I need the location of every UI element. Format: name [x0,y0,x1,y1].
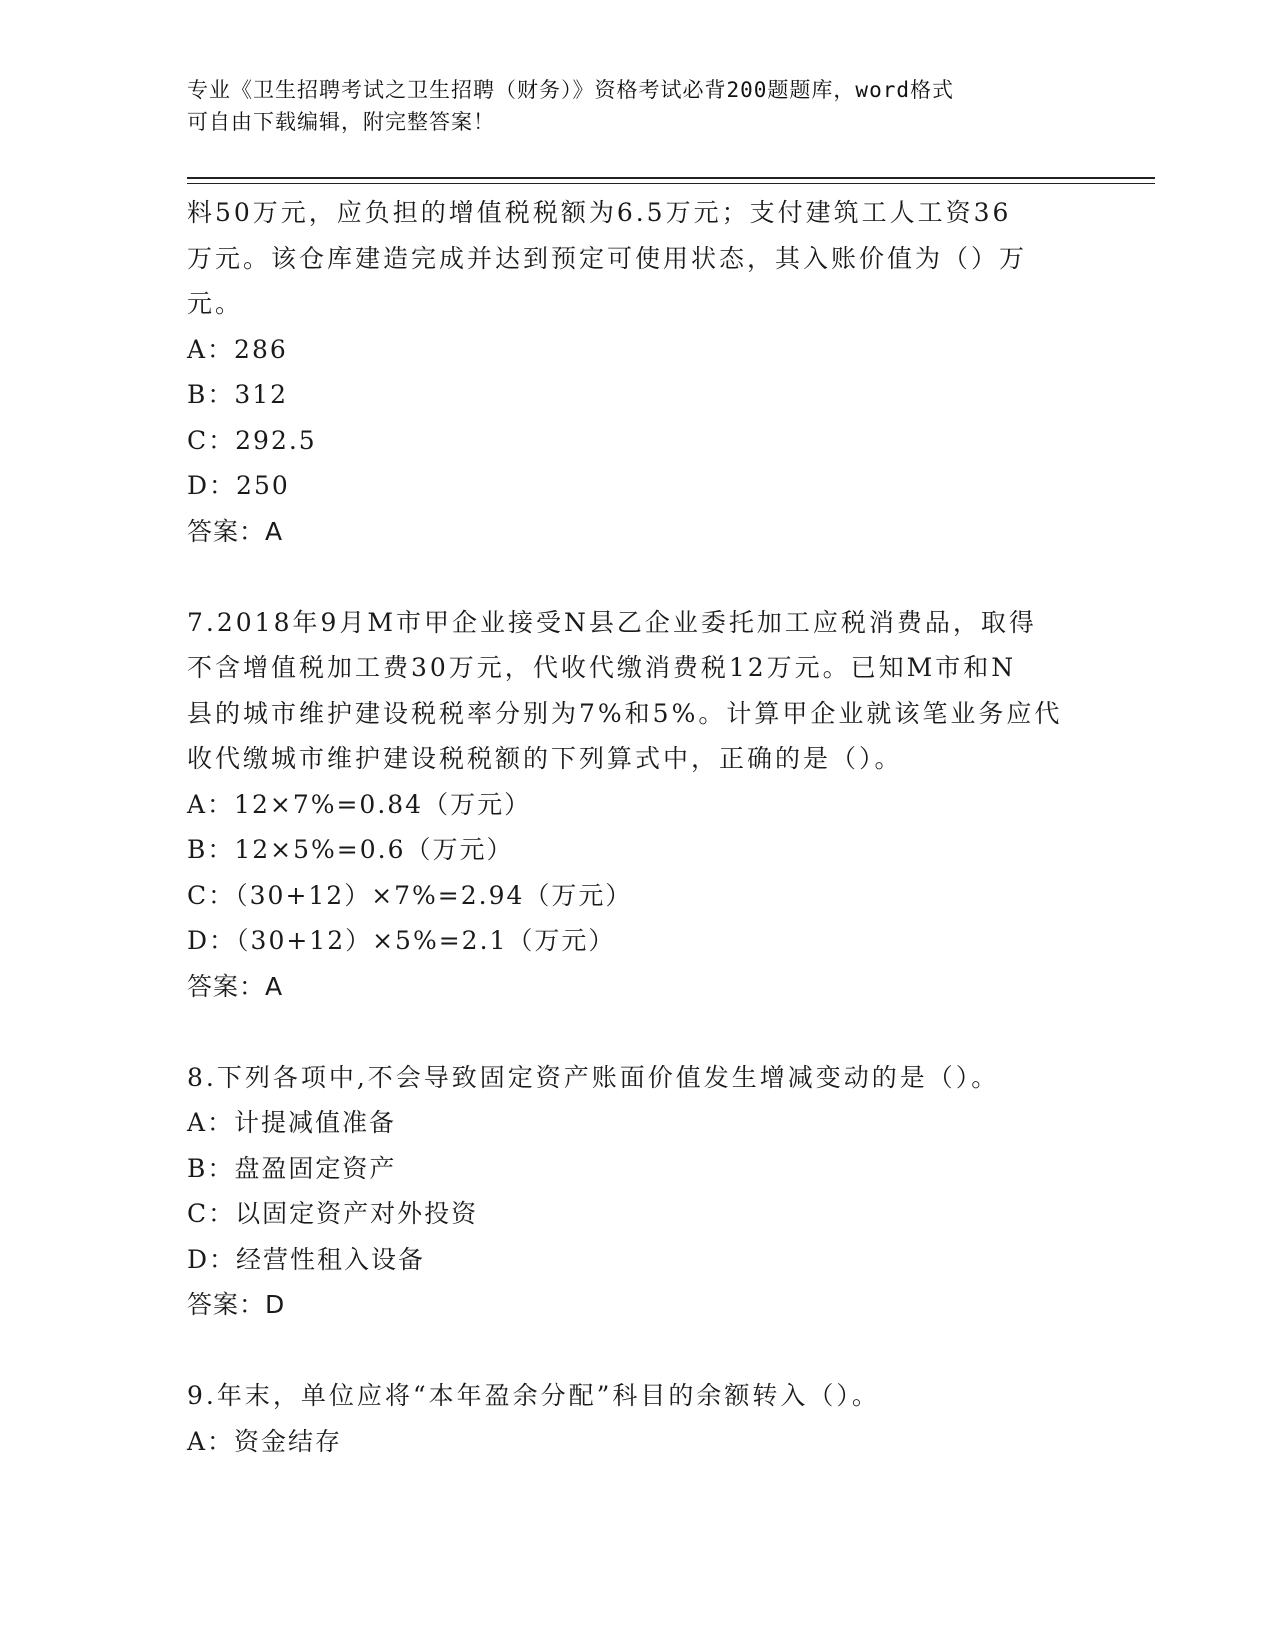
document-header [187,74,1087,138]
document-body [187,190,1087,1464]
header-divider-thin [187,183,1155,184]
option-c: C：以固定资产对外投资 [187,1199,479,1228]
option-a: A：计提减值准备 [187,1108,397,1137]
question-text-line: 不含增值税加工费30万元，代收代缴消费税12万元。已知M市和N [187,653,1017,682]
question-text-line: 8.下列各项中,不会导致固定资产账面价值发生增减变动的是（）。 [187,1062,1000,1092]
question-7 [187,600,1087,1010]
question-text-line: 7.2018年9月M市甲企业接受N县乙企业委托加工应税消费品，取得 [187,607,1037,637]
answer-line: 答案：A [187,971,284,1001]
question-text-line: 9.年末，单位应将“本年盈余分配”科目的余额转入（）。 [187,1381,880,1410]
answer-line: 答案：A [187,516,284,546]
option-a: A：12×7%=0.84（万元） [187,789,532,819]
question-text-line: 料50万元，应负担的增值税税额为6.5万元；支付建筑工人工资36 [187,198,1012,227]
header-title-line-2: 可自由下载编辑，附完整答案！ [187,110,495,134]
option-a: A：286 [187,334,288,364]
question-text-line: 县的城市维护建设税税率分别为7%和5%。计算甲企业就该笔业务应代 [187,698,1063,728]
question-text-line: 万元。该仓库建造完成并达到预定可使用状态，其入账价值为（）万 [187,243,1028,273]
header-title-line-1: 专业《卫生招聘考试之卫生招聘（财务）》资格考试必背200题题库，word格式 [187,78,954,102]
question-6 [187,190,1087,554]
question-text-line: 元。 [187,289,244,318]
question-8 [187,1055,1087,1328]
header-divider-thick [187,177,1155,179]
option-a: A：资金结存 [187,1426,343,1456]
option-d: D：250 [187,471,290,500]
question-text-line: 收代缴城市维护建设税税额的下列算式中，正确的是（）。 [187,744,903,773]
option-c: C：292.5 [187,425,317,455]
question-9 [187,1373,1087,1464]
option-c: C：（30+12）×7%=2.94（万元） [187,880,633,910]
option-d: D：（30+12）×5%=2.1（万元） [187,926,616,955]
option-b: B：312 [187,380,289,409]
answer-line: 答案：D [187,1290,286,1319]
option-b: B：12×5%=0.6（万元） [187,835,514,864]
option-d: D：经营性租入设备 [187,1244,426,1274]
option-b: B：盘盈固定资产 [187,1153,397,1183]
